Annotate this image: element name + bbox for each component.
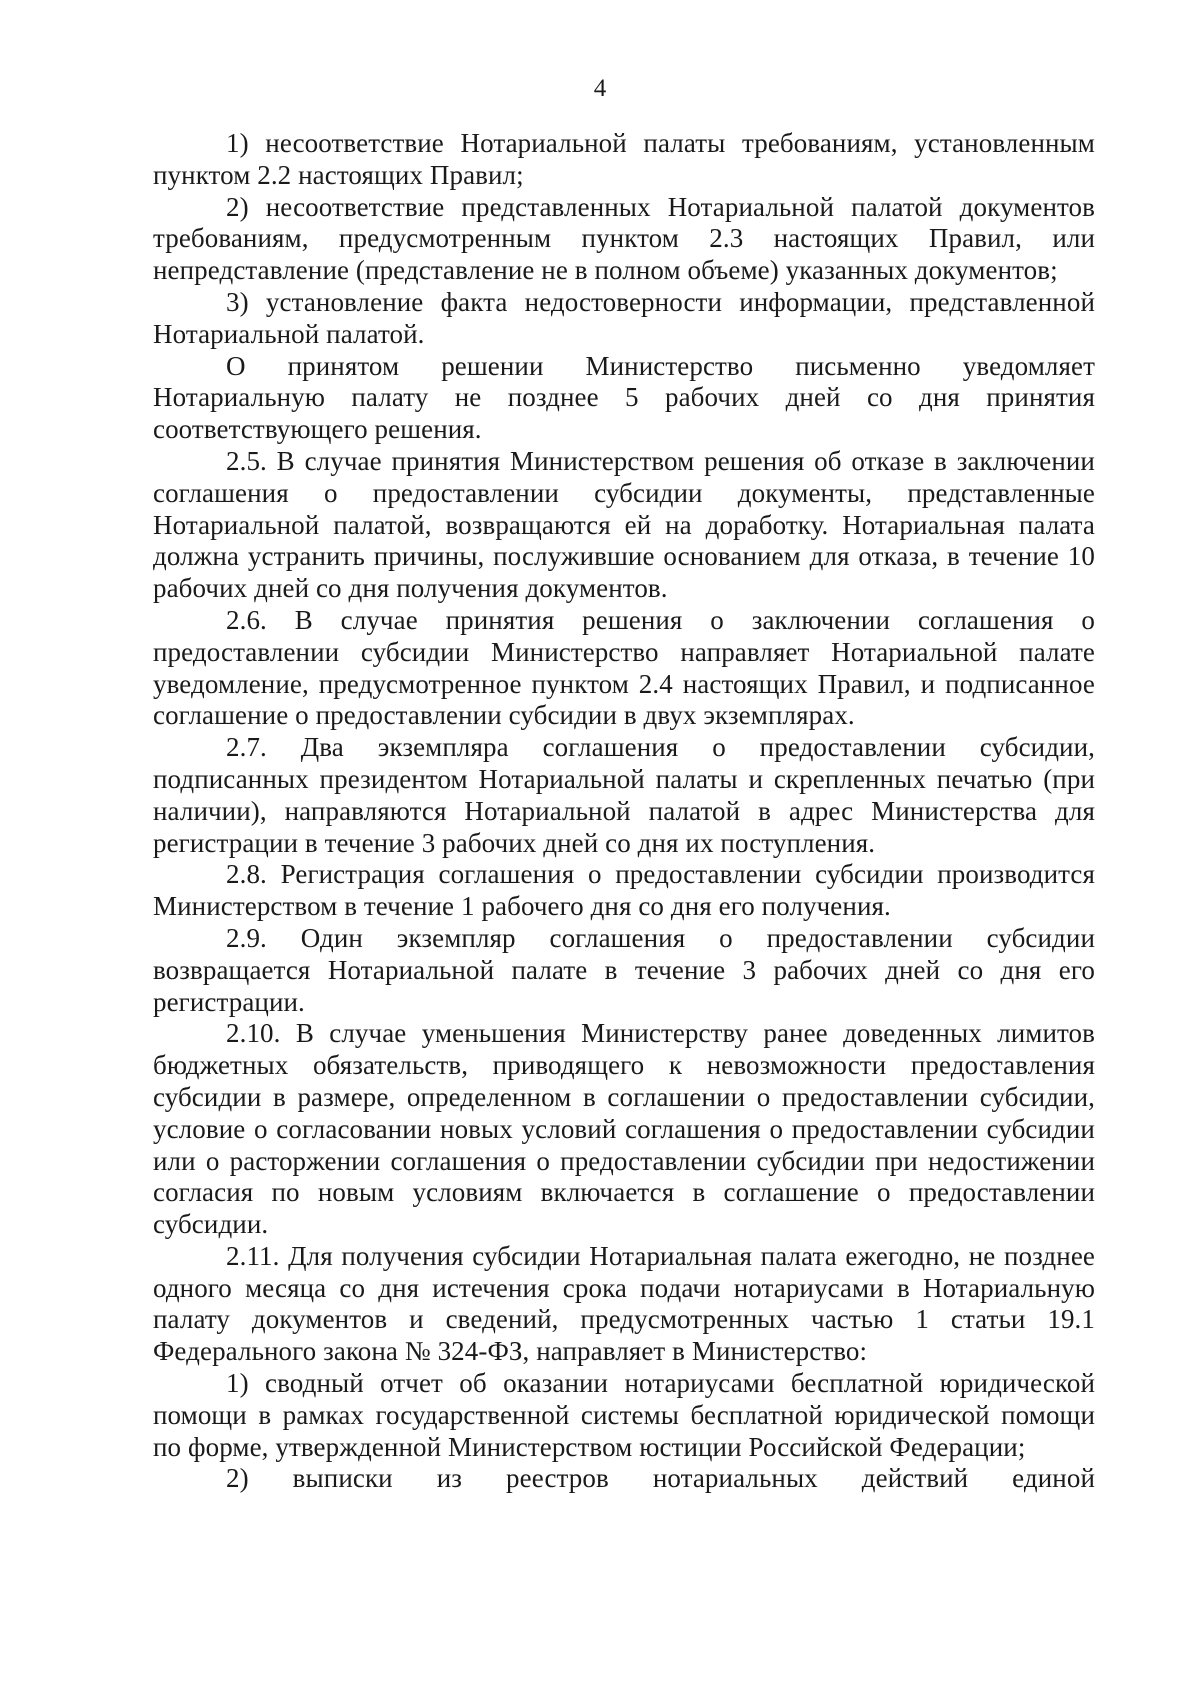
paragraph-2-5: 2.5. В случае принятия Министерством решения об отказе в заключении соглашения о предоставлении субсидии документы, представленные Нотариальной палатой, возвращаются ей на доработку. Нотариальная палата должна устранить причины, послужившие основанием для отказа, в течение 10 рабочих дней со дня получения документов. [153,445,1095,604]
paragraph-2-10: 2.10. В случае уменьшения Министерству ранее доведенных лимитов бюджетных обязательств, приводящего к невозможности предоставления субсидии в размере, определенном в соглашении о предоставлении субсидии, условие о согласовании новых условий соглашения о предоставлении субсидии или о расторжении соглашения о предоставлении субсидии при недостижении согласия по новым условиям включается в соглашение о предоставлении субсидии. [153,1018,1095,1240]
page-number: 4 [593,75,607,102]
paragraph-notification: О принятом решении Министерство письменно уведомляет Нотариальную палату не позднее 5 рабочих дней со дня принятия соответствующего решения. [153,350,1095,445]
paragraph-item-2: 2) несоответствие представленных Нотариальной палатой документов требованиям, предусмотренным пунктом 2.3 настоящих Правил, или непредставление (представление не в полном объеме) указанных документов; [153,191,1095,286]
paragraph-2-9: 2.9. Один экземпляр соглашения о предоставлении субсидии возвращается Нотариальной палате в течение 3 рабочих дней со дня его регистрации. [153,922,1095,1017]
paragraph-2-6: 2.6. В случае принятия решения о заключении соглашения о предоставлении субсидии Министерство направляет Нотариальной палате уведомление, предусмотренное пунктом 2.4 настоящих Правил, и подписанное соглашение о предоставлении субсидии в двух экземплярах. [153,604,1095,731]
paragraph-2-7: 2.7. Два экземпляра соглашения о предоставлении субсидии, подписанных президентом Нотариальной палаты и скрепленных печатью (при наличии), направляются Нотариальной палатой в адрес Министерства для регистрации в течение 3 рабочих дней со дня их поступления. [153,732,1095,858]
paragraph-2-11: 2.11. Для получения субсидии Нотариальная палата ежегодно, не позднее одного месяца со дня истечения срока подачи нотариусами в Нотариальную палату документов и сведений, предусмотренных частью 1 статьи 19.1 Федерального закона № 324-ФЗ, направляет в Министерство: [153,1240,1095,1367]
paragraph-item-3: 3) установление факта недостоверности информации, представленной Нотариальной палатой. [153,286,1095,349]
paragraph-2-11-item-2: 2) выписки из реестров нотариальных действий единой [226,1463,1095,1494]
paragraph-item-1: 1) несоответствие Нотариальной палаты требованиям, установленным пунктом 2.2 настоящих Правил; [153,128,1095,190]
paragraph-2-11-item-1: 1) сводный отчет об оказании нотариусами бесплатной юридической помощи в рамках государственной системы бесплатной юридической помощи по форме, утвержденной Министерством юстиции Российской Федерации; [153,1368,1095,1462]
paragraph-2-8: 2.8. Регистрация соглашения о предоставлении субсидии производится Министерством в течение 1 рабочего дня со дня его получения. [153,859,1095,922]
document-body [153,128,1095,1495]
